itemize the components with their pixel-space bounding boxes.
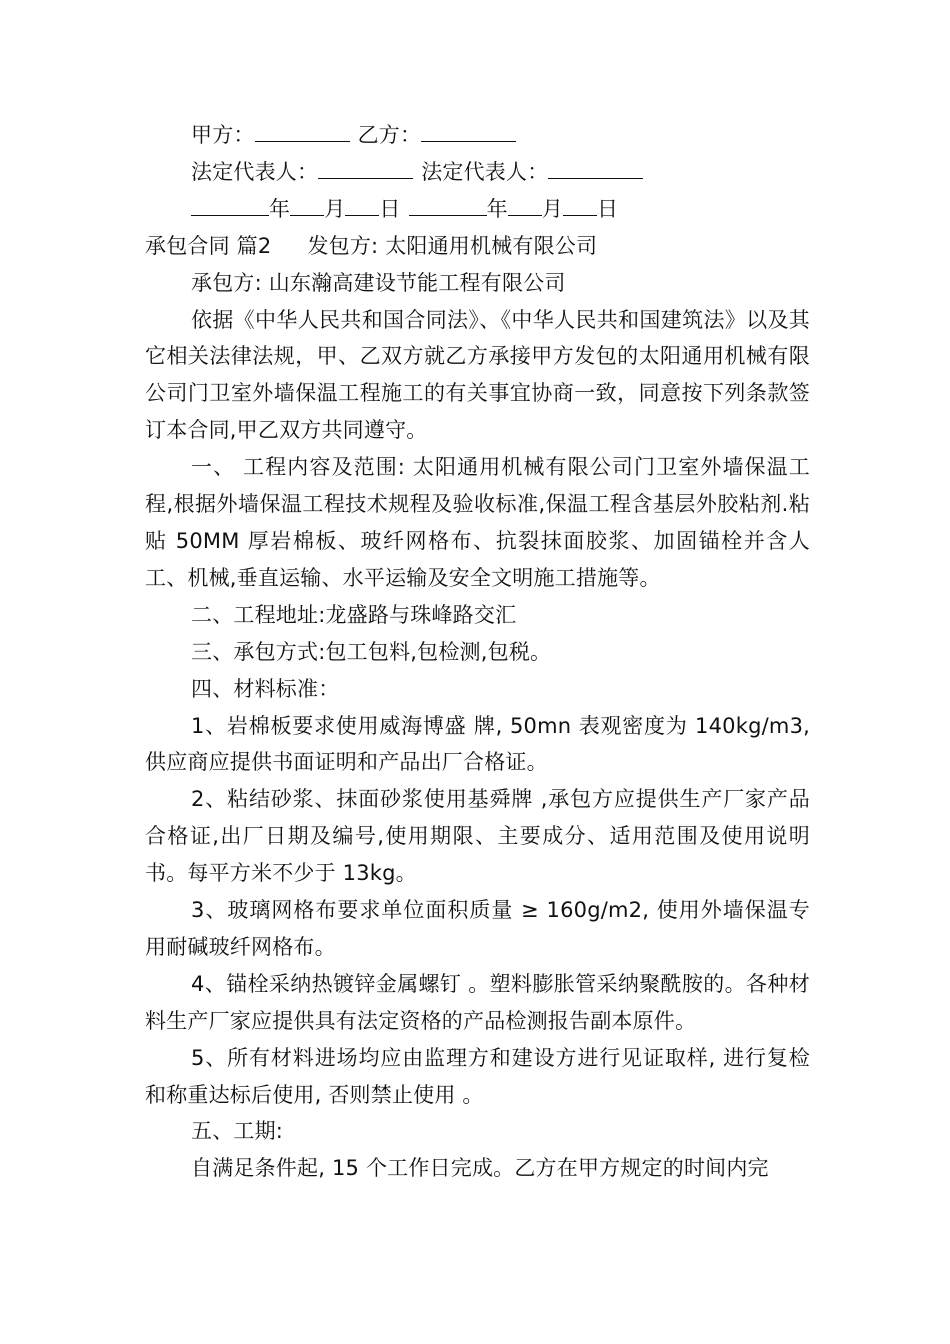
party-signature-line xyxy=(145,117,810,154)
year-b-blank xyxy=(409,197,487,216)
employer-line: 发包方: 太阳通用机械有限公司 xyxy=(307,233,598,258)
month-a-label: 月 xyxy=(324,196,346,221)
materials-heading: 四、材料标准： xyxy=(191,676,340,701)
date-signature-line xyxy=(145,191,810,228)
period-paragraph: 自满足条件起, 15 个工作日完成。乙方在甲方规定的时间内完 xyxy=(191,1156,769,1181)
party-a-label: 甲方： xyxy=(191,123,255,147)
material-item-2: 2、粘结砂浆、抹面砂浆使用基舜牌 ,承包方应提供生产厂家产品合格证,出厂日期及编号,使用期限、主要成分、适用范围及使用说明书。每平方米不少于 13kg。 xyxy=(145,787,810,886)
material-item-1: 1、岩棉板要求使用威海博盛 牌, 50mn 表观密度为 140kg/m3,供应商应提供书面证明和产品出厂合格证。 xyxy=(145,713,810,775)
representative-signature-line xyxy=(145,154,810,191)
day-b-label: 日 xyxy=(597,196,619,221)
period-heading: 五、工期: xyxy=(191,1119,284,1144)
material-item-3: 3、玻璃网格布要求单位面积质量 ≥ 160g/m2, 使用外墙保温专用耐碱玻纤网格布。 xyxy=(145,898,810,959)
contractor-line: 承包方: 山东瀚高建设节能工程有限公司 xyxy=(191,270,566,295)
scope-paragraph: 一、 工程内容及范围: 太阳通用机械有限公司门卫室外墙保温工程,根据外墙保温工程技术规程及验收标准,保温工程含基层外胶粘剂.粘贴 50MM 厚岩棉板、玻纤网格布、抗裂抹面胶浆、加固锚栓并含人工、机械,垂直运输、水平运输及安全文明施工措施等。 xyxy=(145,455,810,590)
party-a-blank xyxy=(255,123,350,142)
party-b-label: 乙方： xyxy=(357,123,422,147)
year-a-blank xyxy=(191,197,269,216)
month-b-label: 月 xyxy=(541,196,564,221)
day-b-blank xyxy=(563,197,597,216)
material-item-5: 5、所有材料进场均应由监理方和建设方进行见证取样, 进行复检和称重达标后使用, 否则禁止使用 。 xyxy=(145,1045,810,1107)
intro-paragraph: 依据《中华人民共和国合同法》、《中华人民共和国建筑法》以及其它相关法律法规，甲、乙双方就乙方承接甲方发包的太阳通用机械有限公司门卫室外墙保温工程施工的有关事宜协商一致，同意按下列条款签订本合同,甲乙双方共同遵守。 xyxy=(145,307,810,443)
year-b-label: 年 xyxy=(486,196,508,221)
year-a-label: 年 xyxy=(269,196,291,221)
rep-a-label: 法定代表人： xyxy=(191,159,319,184)
section-heading-line xyxy=(145,228,810,265)
rep-b-blank xyxy=(548,160,643,179)
rep-b-label: 法定代表人： xyxy=(421,159,549,184)
section-heading: 承包合同 篇2 xyxy=(145,233,272,258)
material-item-4: 4、锚栓采纳热镀锌金属螺钉 。塑料膨胀管采纳聚酰胺的。各种材料生产厂家应提供具有法定资格的产品检测报告副本原件。 xyxy=(145,971,810,1033)
method-paragraph: 三、承包方式:包工包料,包检测,包税。 xyxy=(191,639,552,664)
day-a-label: 日 xyxy=(379,196,401,221)
address-paragraph: 二、工程地址:龙盛路与珠峰路交汇 xyxy=(191,602,517,627)
month-a-blank xyxy=(290,197,324,216)
contract-page xyxy=(145,117,810,1187)
party-b-blank xyxy=(421,123,516,142)
rep-a-blank xyxy=(318,160,413,179)
day-a-blank xyxy=(345,197,379,216)
month-b-blank xyxy=(508,197,542,216)
